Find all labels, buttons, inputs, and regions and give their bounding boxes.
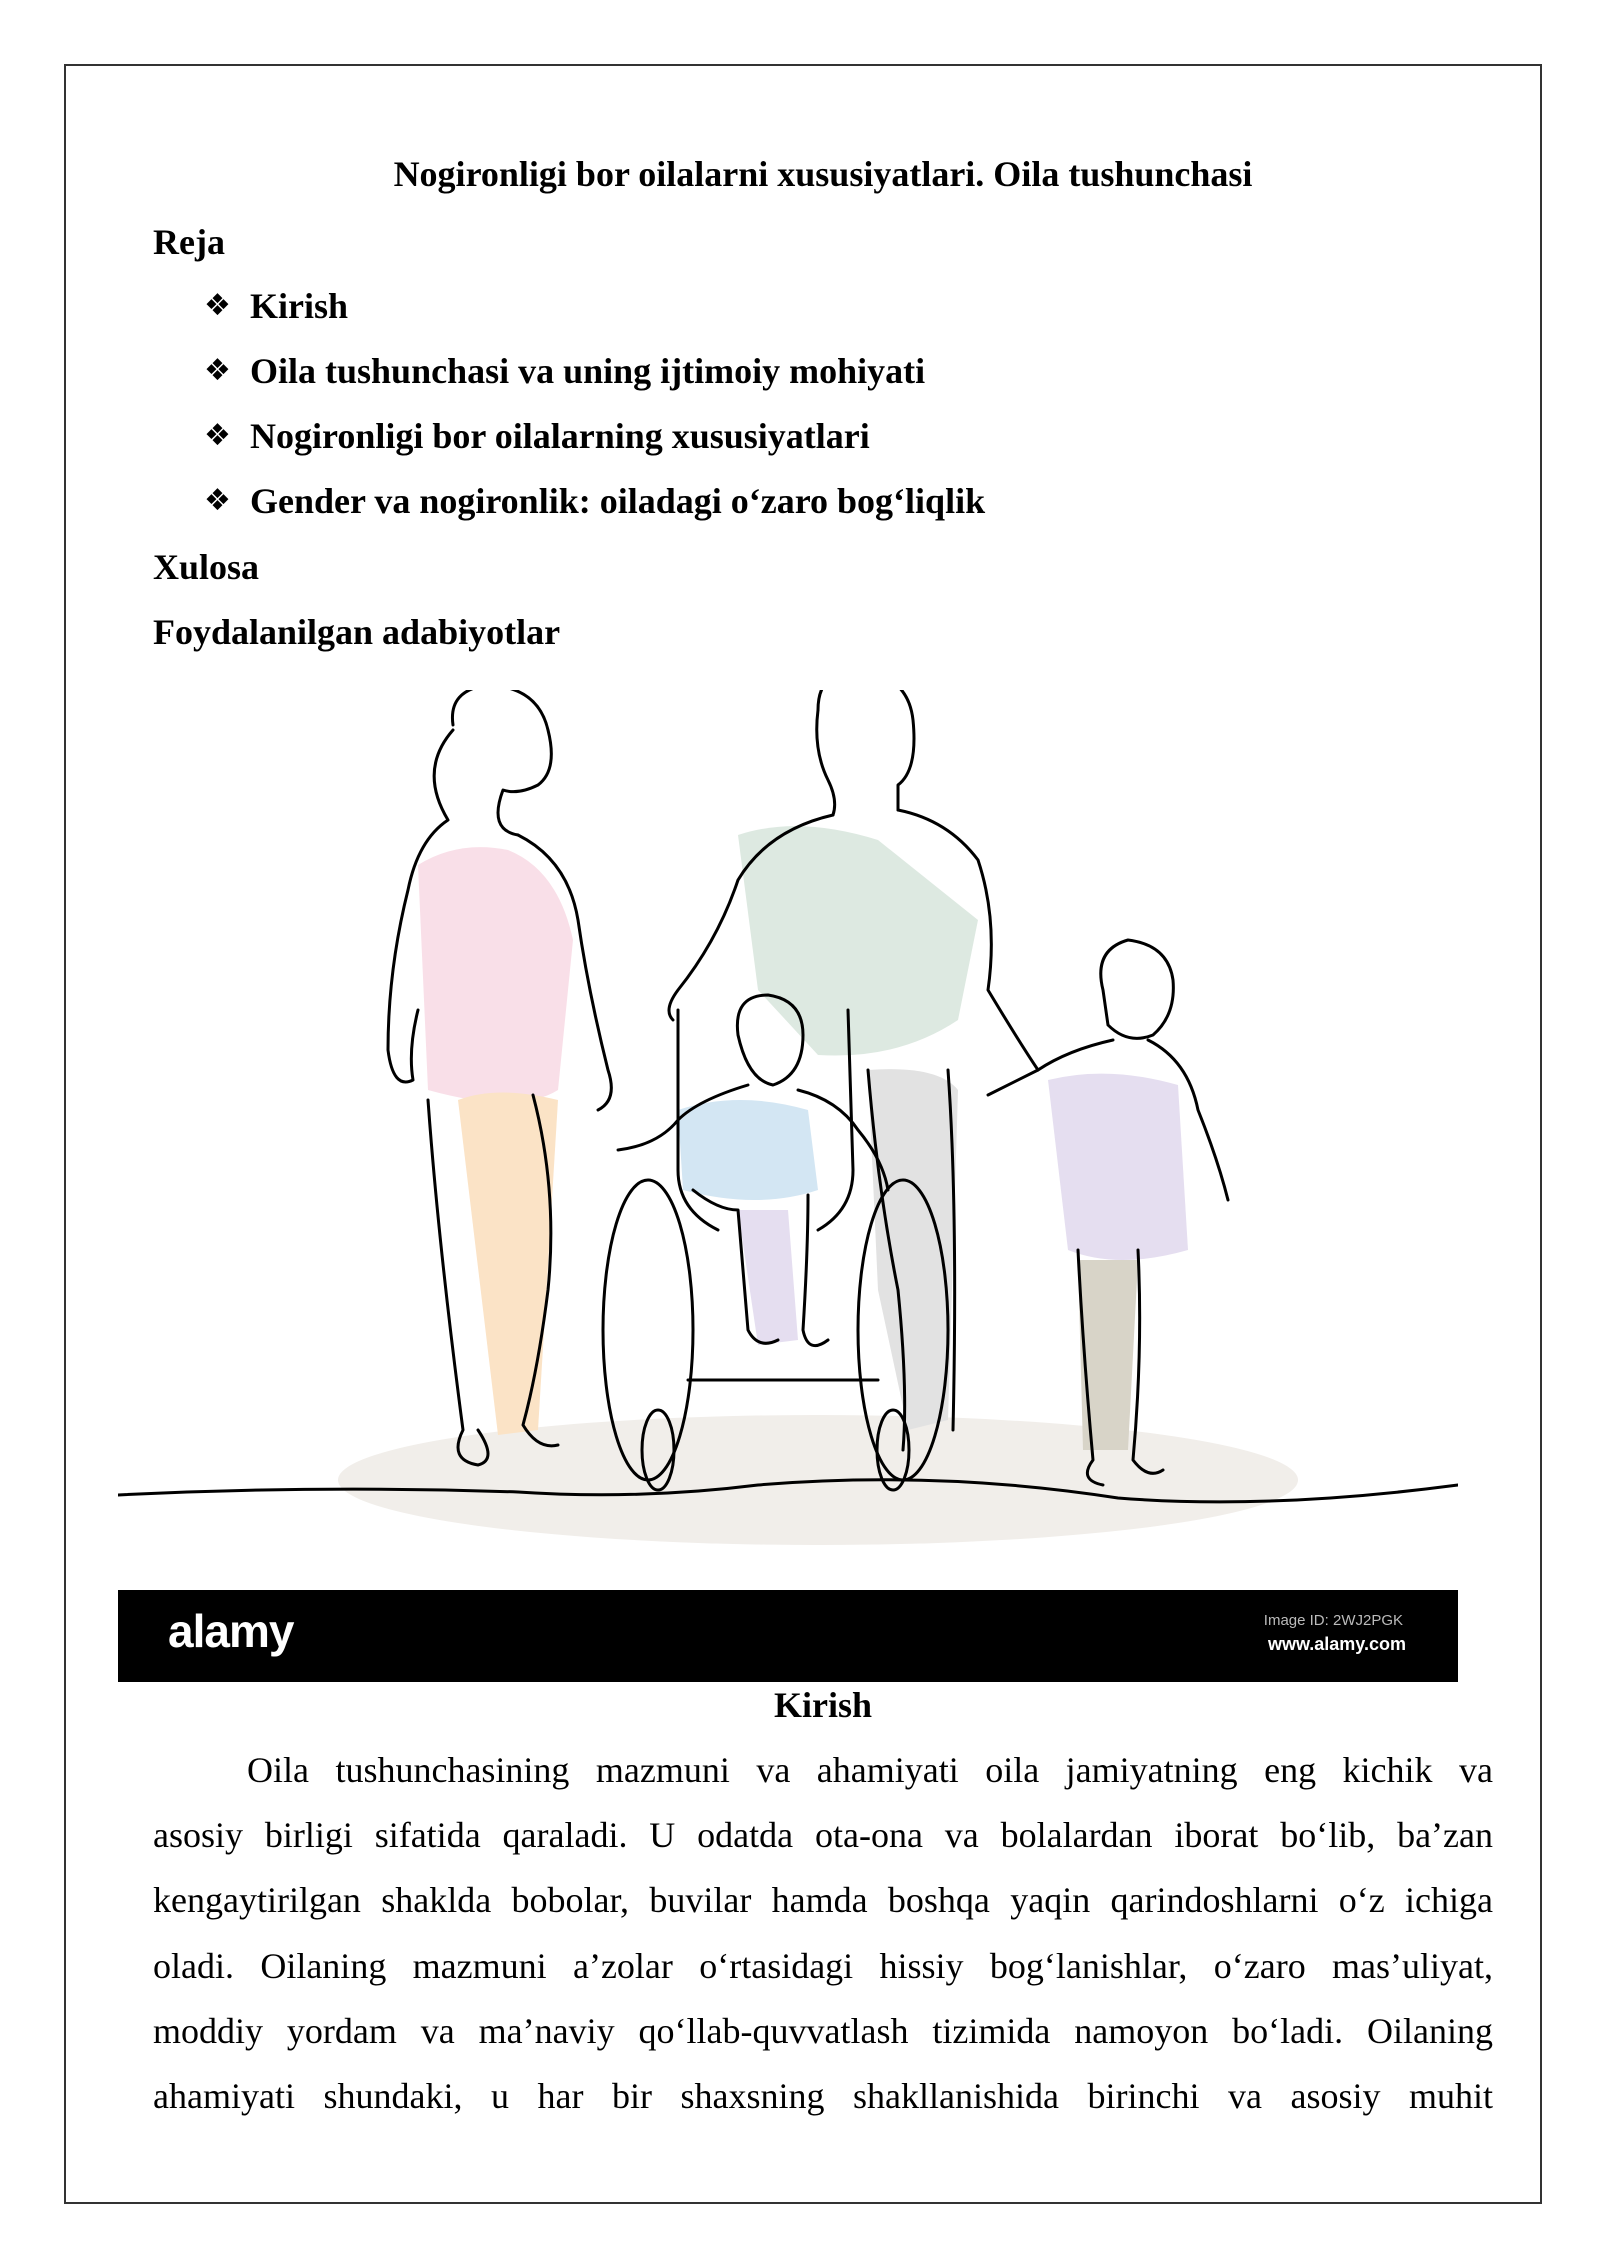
paragraph-line: Oila tushunchasining mazmuni va ahamiyati oila jamiyatning eng kichik va: [247, 1750, 1493, 1790]
document-title: Nogironligi bor oilalarni xususiyatlari. Oila tushunchasi: [393, 154, 1253, 194]
boy-shirt-wash: [1048, 1074, 1188, 1260]
diamond-bullet-icon: ❖: [204, 353, 231, 388]
plan-item-label: Kirish: [250, 286, 349, 326]
mother-shirt-wash: [418, 847, 573, 1102]
diamond-bullet-icon: ❖: [204, 483, 231, 518]
plan-heading: Reja: [153, 222, 225, 262]
paragraph-line: kengaytirilgan shaklda bobolar, buvilar hamda boshqa yaqin qarindoshlarni o‘z ichiga: [153, 1880, 1493, 1921]
section-heading: Kirish: [773, 1685, 872, 1725]
paragraph-line: asosiy birligi sifatida qaraladi. U odatda ota-ona va bolalardan iborat bo‘lib, ba’zan: [153, 1815, 1493, 1856]
plan-list: [204, 284, 985, 544]
plan-item: [204, 479, 985, 544]
child-shirt-wash: [678, 1100, 818, 1200]
paragraph-line: moddiy yordam va ma’naviy qo‘llab-quvvatlash tizimida namoyon bo‘ladi. Oilaning: [153, 2010, 1493, 2051]
plan-item-label: Nogironligi bor oilalarning xususiyatlari: [250, 416, 870, 456]
intro-paragraph: [153, 1748, 1493, 2139]
diamond-bullet-icon: ❖: [204, 288, 231, 323]
plan-item-label: Gender va nogironlik: oiladagi o‘zaro bog‘liqlik: [250, 481, 986, 521]
paragraph-line: ahamiyati shundaki, u har bir shaxsning shakllanishida birinchi va asosiy muhit: [153, 2075, 1493, 2116]
stock-watermark-banner: [118, 1590, 1458, 1682]
stock-logo: alamy: [168, 1605, 294, 1657]
father-shirt-wash: [738, 826, 978, 1055]
paragraph-line: oladi. Oilaning mazmuni a’zolar o‘rtasidagi hissiy bog‘lanishlar, o‘zaro mas’uliyat,: [153, 1945, 1493, 1986]
references-heading: Foydalanilgan adabiyotlar: [153, 612, 561, 652]
plan-item: [204, 414, 985, 479]
diamond-bullet-icon: ❖: [204, 418, 231, 453]
boy-pants-wash: [1078, 1260, 1138, 1450]
stock-image-id: Image ID: 2WJ2PGK: [1263, 1612, 1403, 1629]
plan-item: [204, 284, 985, 349]
plan-item-label: Oila tushunchasi va uning ijtimoiy mohiyati: [250, 351, 926, 391]
family-wheelchair-illustration: [118, 690, 1458, 1590]
father-figure: [669, 690, 1038, 1450]
conclusion-heading: Xulosa: [153, 547, 260, 587]
stock-url: www.alamy.com: [1267, 1634, 1406, 1654]
plan-item: [204, 349, 985, 414]
